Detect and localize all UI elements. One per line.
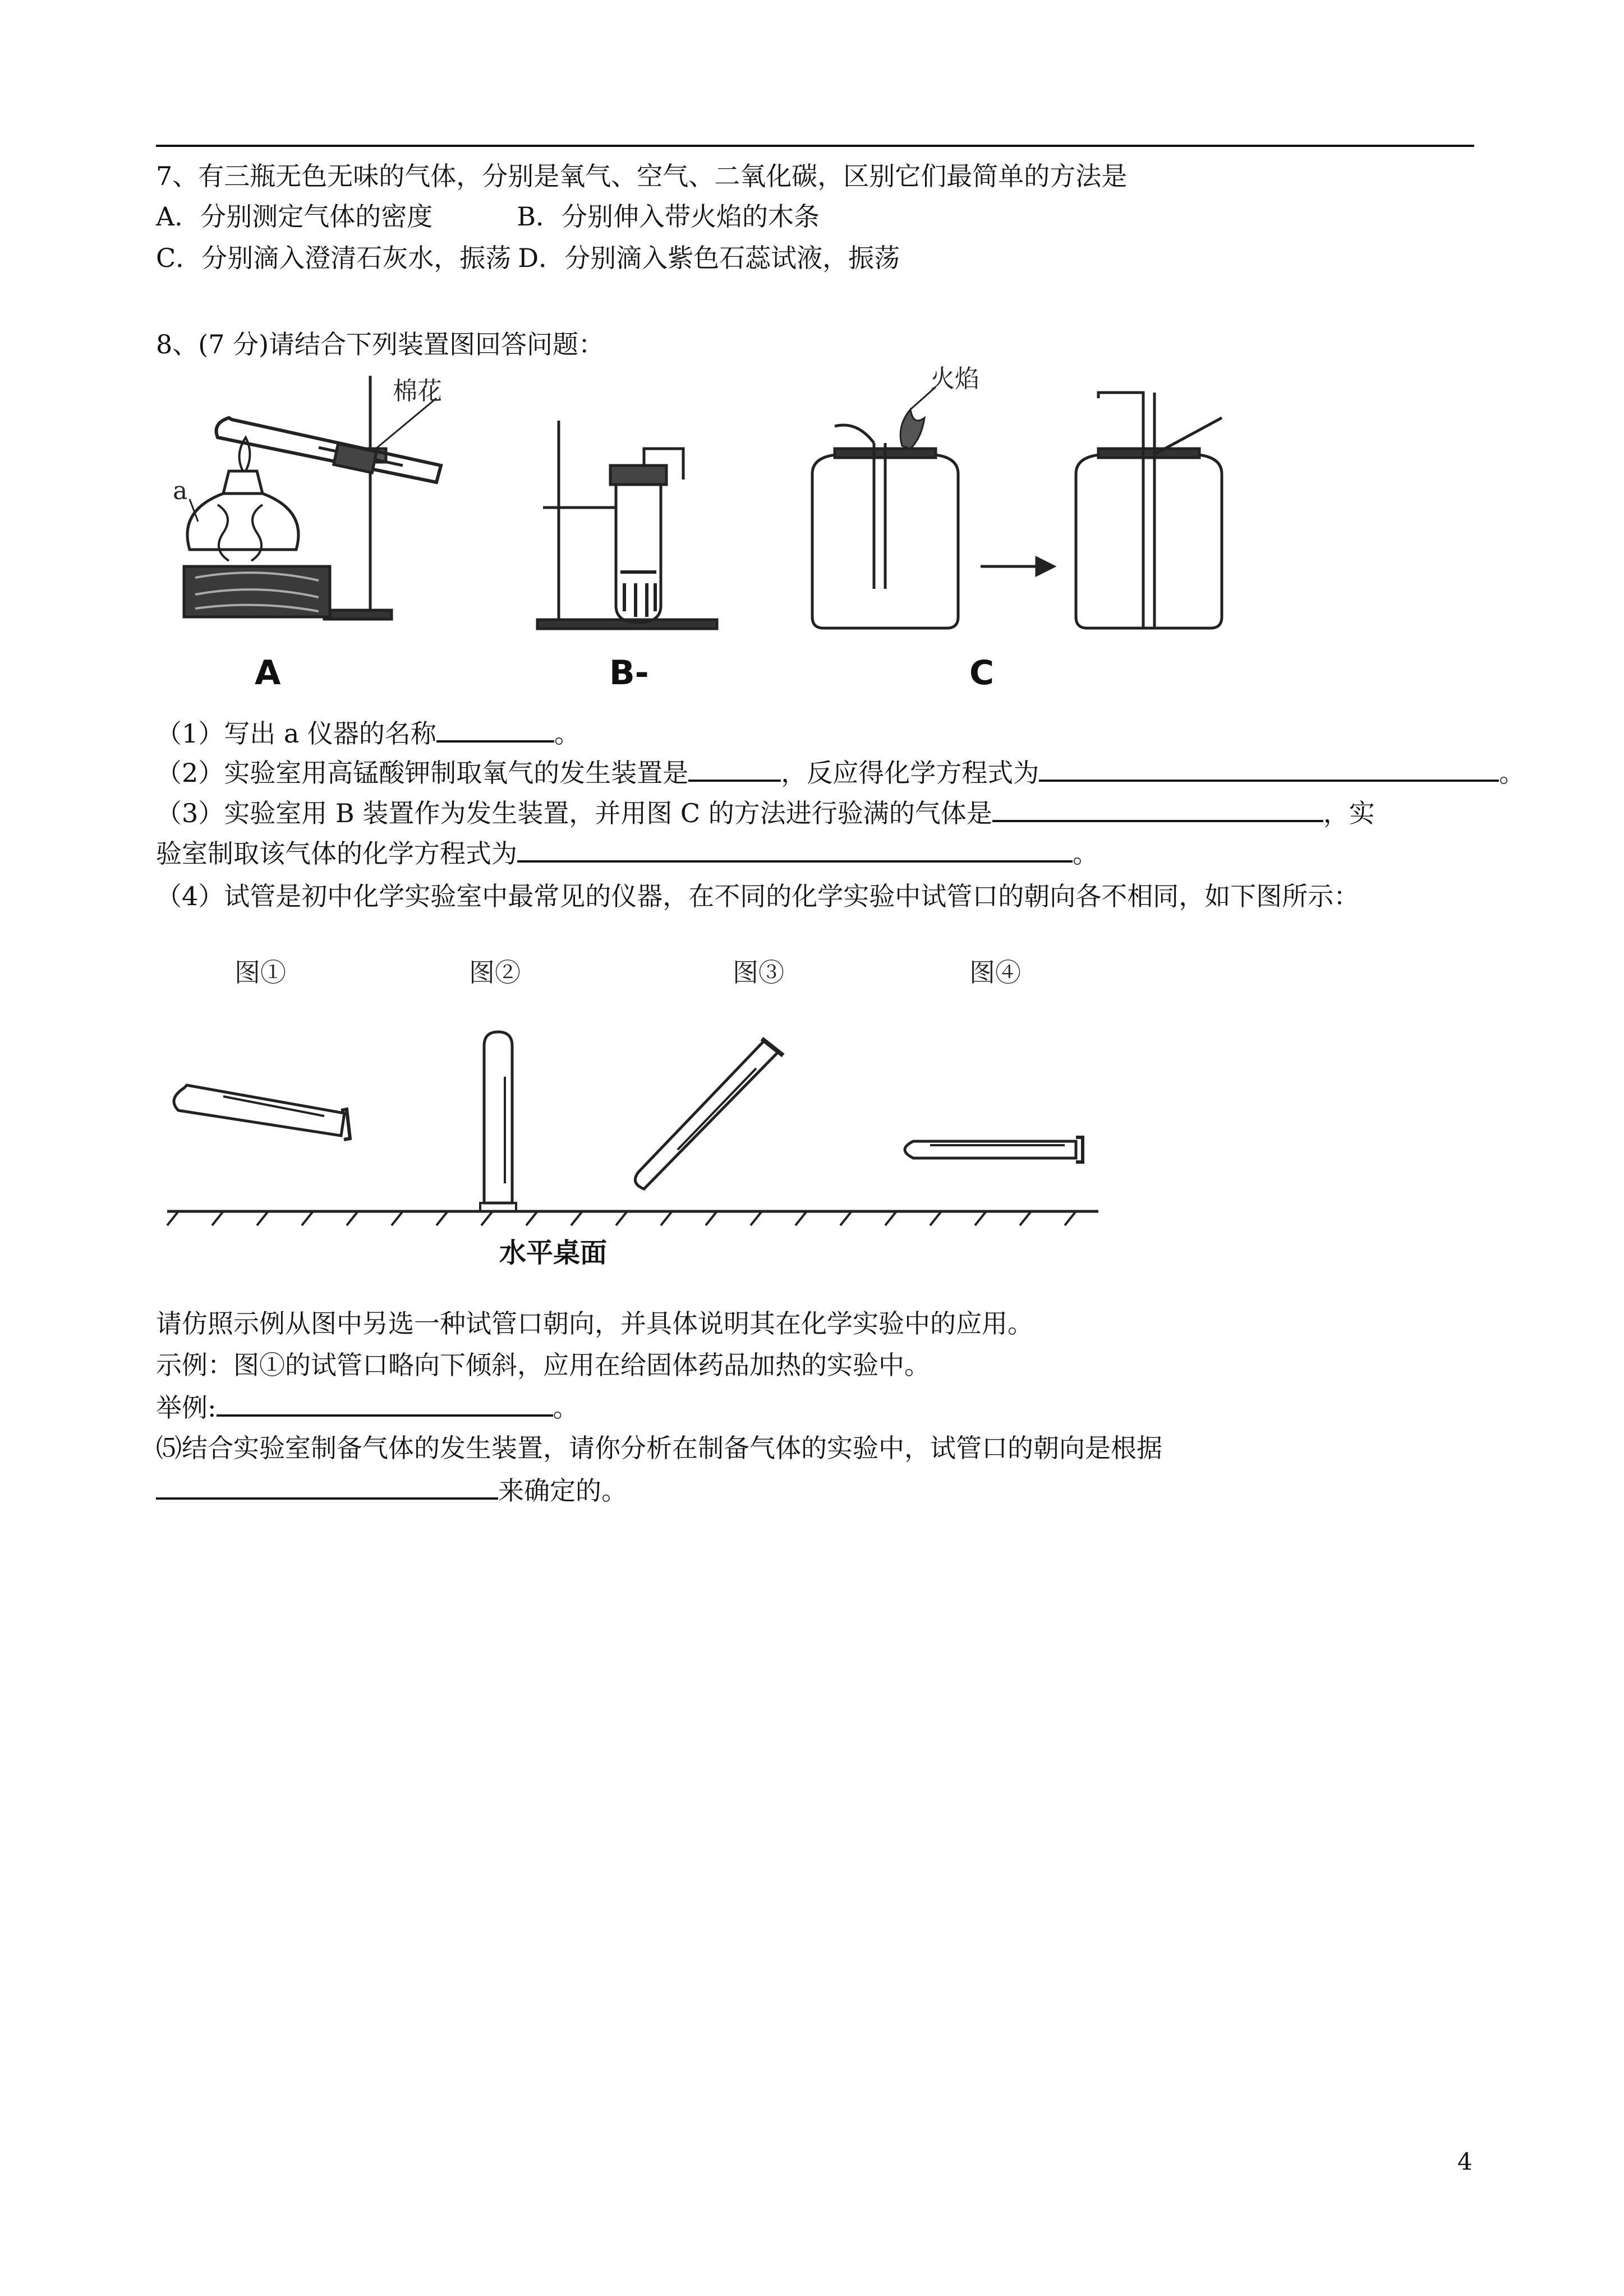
table-hatching	[167, 1211, 1076, 1225]
header-rule	[156, 145, 1474, 147]
q7-option-a: A．分别测定气体的密度	[156, 201, 433, 232]
q8-sub2: （2）实验室用高锰酸钾制取氧气的发生装置是 ，反应得化学方程式为 。	[156, 755, 1525, 790]
test-tube-fig2	[480, 1032, 516, 1211]
answer-blank-3b[interactable]	[517, 836, 1073, 863]
q7-option-d: D．分别滴入紫色石蕊试液，振荡	[518, 243, 900, 273]
label-fig1: 图①	[234, 957, 286, 988]
apparatus-c	[812, 387, 1222, 628]
q7-option-c: C．分别滴入澄清石灰水，振荡	[156, 243, 512, 273]
q8-sub4: （4）试管是初中化学实验室中最常见的仪器，在不同的化学实验中试管口的朝向各不相同，如下图所示：	[156, 881, 1360, 911]
answer-blank-2b[interactable]	[1039, 755, 1499, 782]
test-tube-fig3	[635, 1039, 783, 1189]
label-instrument-a: a	[173, 477, 188, 505]
answer-blank-5[interactable]	[156, 1473, 498, 1500]
label-cotton: 棉花	[393, 377, 442, 405]
label-apparatus-c: C	[969, 653, 995, 693]
q8-sub3: （3）实验室用 B 装置作为发生装置，并用图 C 的方法进行验满的气体是 ，实	[156, 795, 1375, 830]
apparatus-b	[537, 421, 717, 629]
q7-stem: 7、有三瓶无色无味的气体，分别是氧气、空气、二氧化碳，区别它们最简单的方法是	[156, 161, 1128, 191]
q8-example: 示例：图①的试管口略向下倾斜，应用在给固体药品加热的实验中。	[156, 1350, 930, 1380]
label-apparatus-a: A	[255, 653, 281, 693]
test-tube-figure	[156, 948, 1121, 1284]
q8-stem: 8、(7 分)请结合下列装置图回答问题：	[156, 329, 605, 359]
label-flame: 火焰	[930, 365, 979, 393]
label-horizontal-table: 水平桌面	[499, 1237, 608, 1269]
q8-sub3-cont: 验室制取该气体的化学方程式为 。	[156, 836, 1098, 870]
label-fig4: 图④	[969, 957, 1021, 988]
test-tube-fig1	[174, 1085, 350, 1140]
q7-options-cd	[156, 241, 900, 275]
q8-sub5-cont: 来确定的。	[156, 1473, 627, 1507]
q7-option-b: B．分别伸入带火焰的木条	[517, 201, 820, 232]
q8-sub1: （1）写出 a 仪器的名称 。	[156, 716, 580, 750]
page-number: 4	[1457, 2148, 1473, 2175]
q7-options-ab	[156, 200, 820, 233]
test-tube-fig4	[905, 1137, 1083, 1162]
label-apparatus-b: B-	[609, 653, 649, 693]
answer-blank-4[interactable]	[217, 1390, 553, 1417]
apparatus-a	[184, 376, 441, 619]
q8-sub5: ⑸结合实验室制备气体的发生装置，请你分析在制备气体的实验中，试管口的朝向是根据	[156, 1433, 1162, 1463]
q8-instruction: 请仿照示例从图中另选一种试管口朝向，并具体说明其在化学实验中的应用。	[156, 1308, 1033, 1339]
answer-blank-3a[interactable]	[992, 795, 1323, 822]
apparatus-figure	[156, 365, 1233, 712]
label-fig2: 图②	[469, 957, 521, 988]
answer-blank-2a[interactable]	[688, 755, 781, 782]
label-fig3: 图③	[733, 957, 784, 988]
answer-blank-1[interactable]	[436, 716, 554, 743]
q8-answer-example: 举例: 。	[156, 1390, 579, 1424]
